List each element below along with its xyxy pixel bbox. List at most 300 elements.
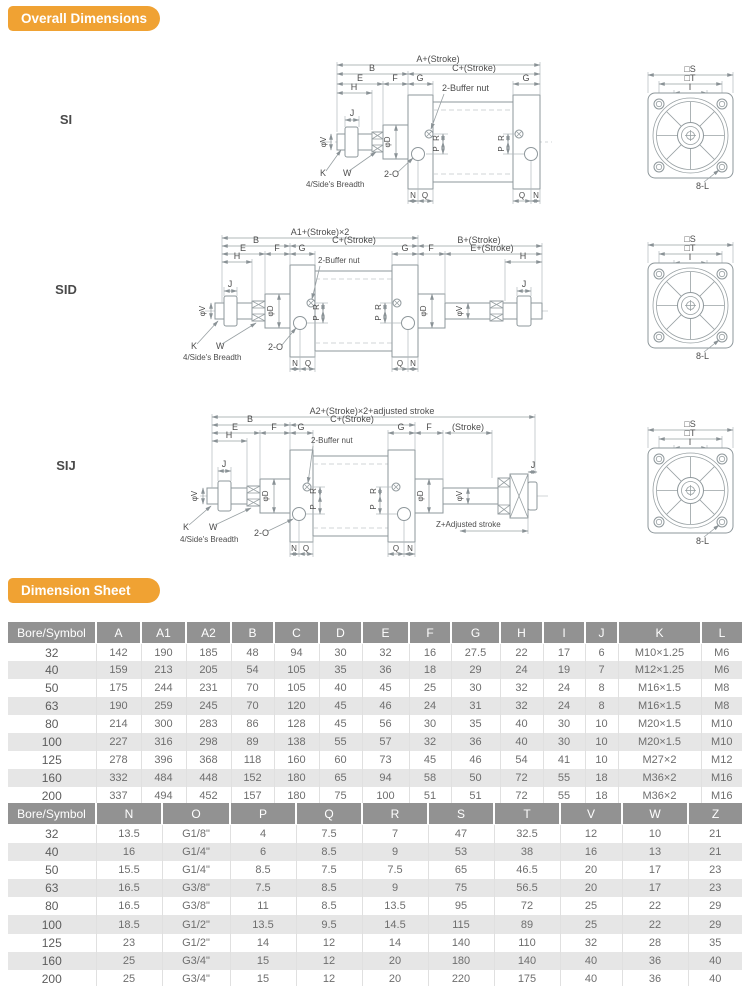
sij-side-view — [180, 406, 548, 557]
dim-label-p: P — [374, 315, 383, 321]
value-cell: 25 — [409, 679, 451, 697]
value-cell: 24 — [543, 679, 585, 697]
column-header: H — [500, 622, 543, 644]
value-cell: 484 — [141, 769, 186, 787]
value-cell: 7.5 — [296, 861, 362, 879]
bore-cell: 40 — [8, 843, 96, 861]
bore-cell: 50 — [8, 679, 96, 697]
value-cell: 36 — [451, 733, 500, 751]
dim-label-j2: J — [530, 460, 536, 470]
value-cell: 6 — [585, 644, 618, 662]
value-cell: 51 — [409, 787, 451, 805]
value-cell: 53 — [428, 843, 494, 861]
dim-label-phi-d: φD — [416, 490, 425, 502]
bore-cell: 80 — [8, 715, 96, 733]
value-cell: 55 — [319, 733, 362, 751]
value-cell: G1/2" — [162, 915, 230, 933]
dim-label-h: H — [225, 430, 233, 440]
value-cell: 36 — [362, 661, 409, 679]
dim-label-phi-d: φD — [266, 305, 275, 317]
value-cell: M10×1.25 — [618, 644, 701, 662]
value-cell: 38 — [494, 843, 560, 861]
value-cell: 10 — [622, 825, 688, 843]
bore-cell: 160 — [8, 769, 96, 787]
value-cell: 41 — [543, 751, 585, 769]
column-header: P — [230, 803, 296, 825]
bore-cell: 80 — [8, 897, 96, 915]
value-cell: 47 — [428, 825, 494, 843]
value-cell: 56.5 — [494, 879, 560, 897]
dim-label-b: B — [246, 414, 254, 424]
column-header: Bore/Symbol — [8, 622, 96, 644]
value-cell: 337 — [96, 787, 141, 805]
value-cell: 30 — [543, 733, 585, 751]
column-header: E — [362, 622, 409, 644]
technical-drawings — [180, 50, 750, 580]
dim-label-phi-v: φV — [455, 305, 464, 317]
column-header: Z — [688, 803, 742, 825]
value-cell: 56 — [362, 715, 409, 733]
value-cell: 23 — [96, 934, 162, 952]
value-cell: 9.5 — [296, 915, 362, 933]
value-cell: 58 — [409, 769, 451, 787]
value-cell: 100 — [362, 787, 409, 805]
dim-label-a: A+(Stroke) — [416, 54, 460, 64]
callout-buffer-nut: 2-Buffer nut — [442, 83, 489, 93]
value-cell: 25 — [96, 952, 162, 970]
value-cell: 24 — [409, 697, 451, 715]
value-cell: 15 — [230, 952, 296, 970]
dim-label-r: R — [369, 488, 378, 494]
value-cell: 16.5 — [96, 897, 162, 915]
model-label-sid: SID — [55, 282, 77, 297]
dim-label-p: P — [432, 146, 441, 152]
value-cell: 18 — [409, 661, 451, 679]
value-cell: 180 — [274, 769, 319, 787]
value-cell: 21 — [709, 827, 722, 840]
model-label-sij: SIJ — [56, 458, 76, 473]
value-cell: 29 — [709, 900, 722, 913]
value-cell: 11 — [230, 897, 296, 915]
value-cell: 25 — [560, 897, 622, 915]
value-cell: 175 — [96, 679, 141, 697]
dim-label-phi-v: φV — [198, 305, 207, 317]
value-cell: 8 — [585, 697, 618, 715]
value-cell: 245 — [186, 697, 231, 715]
table-row — [8, 879, 742, 897]
value-cell: 10 — [585, 733, 618, 751]
value-cell: 51 — [451, 787, 500, 805]
dim-label-phi-d: φD — [261, 490, 270, 502]
value-cell: 259 — [141, 697, 186, 715]
value-cell: 15.5 — [96, 861, 162, 879]
dim-label-phi-d: φD — [383, 136, 392, 148]
value-cell: M16×1.5 — [618, 697, 701, 715]
dim-label-n: N — [410, 359, 416, 368]
value-cell: 160 — [274, 751, 319, 769]
dim-label-b: B — [368, 63, 376, 73]
value-cell: 75 — [319, 787, 362, 805]
value-cell: 231 — [186, 679, 231, 697]
dim-label-z-adjusted: Z+Adjusted stroke — [436, 520, 501, 529]
value-cell: 10 — [585, 715, 618, 733]
value-cell: 24 — [500, 661, 543, 679]
column-header: N — [96, 803, 162, 825]
value-cell: 55 — [543, 787, 585, 805]
table-row — [8, 697, 742, 715]
value-cell: 16 — [409, 644, 451, 662]
value-cell: 13.5 — [362, 897, 428, 915]
value-cell: 180 — [428, 952, 494, 970]
value-cell: 30 — [451, 679, 500, 697]
value-cell: 175 — [494, 970, 560, 986]
value-cell: 94 — [362, 769, 409, 787]
table-row — [8, 934, 742, 952]
value-cell: 213 — [141, 661, 186, 679]
column-header: A2 — [186, 622, 231, 644]
column-header: B — [231, 622, 274, 644]
callout-2o: 2-O — [384, 169, 400, 179]
value-cell: 140 — [428, 934, 494, 952]
dim-label-square-s: □S — [684, 64, 696, 74]
value-cell: 40 — [709, 954, 722, 967]
value-cell: 70 — [231, 679, 274, 697]
callout-buffer-nut: 2-Buffer nut — [311, 436, 353, 445]
value-cell: 31 — [451, 697, 500, 715]
dim-label-g: G — [298, 243, 306, 253]
value-cell: 7.5 — [230, 879, 296, 897]
value-cell: 32.5 — [494, 825, 560, 843]
value-cell: 50 — [451, 769, 500, 787]
table-row — [8, 769, 742, 787]
dim-label-q: Q — [302, 544, 310, 553]
value-cell: 22 — [500, 644, 543, 662]
column-header: R — [362, 803, 428, 825]
dim-label-g2: G — [401, 243, 409, 253]
dim-label-h2: H — [519, 251, 527, 261]
value-cell: 60 — [319, 751, 362, 769]
value-cell: 70 — [231, 697, 274, 715]
value-cell: 94 — [274, 644, 319, 662]
callout-w: W — [343, 168, 352, 178]
value-cell: 73 — [362, 751, 409, 769]
value-cell: 21 — [709, 845, 722, 858]
table-row — [8, 751, 742, 769]
dim-label-j: J — [349, 108, 355, 118]
value-cell: M10 — [711, 718, 733, 730]
dim-label-j: J — [227, 279, 233, 289]
value-cell: 19 — [543, 661, 585, 679]
value-cell: 46.5 — [494, 861, 560, 879]
value-cell: 36 — [622, 970, 688, 986]
value-cell: 35 — [319, 661, 362, 679]
callout-side-breadth: 4/Side's Breadth — [306, 180, 365, 189]
section-title-text: Dimension Sheet — [21, 583, 131, 598]
value-cell: M12×1.25 — [618, 661, 701, 679]
column-header: A — [96, 622, 141, 644]
dim-label-g2: G — [522, 73, 530, 83]
value-cell: 12 — [296, 970, 362, 986]
value-cell: 138 — [274, 733, 319, 751]
value-cell: M6 — [714, 664, 730, 677]
value-cell: 105 — [274, 679, 319, 697]
value-cell: M10 — [711, 735, 733, 748]
value-cell: 32 — [560, 934, 622, 952]
value-cell: 48 — [231, 644, 274, 662]
value-cell: 115 — [428, 915, 494, 933]
column-header: J — [585, 622, 618, 644]
bore-cell: 125 — [8, 751, 96, 769]
dim-label-b: B — [252, 235, 260, 245]
value-cell: 23 — [709, 863, 722, 876]
dim-label-square-t: □T — [684, 73, 696, 83]
value-cell: 40 — [709, 973, 722, 986]
value-cell: 89 — [494, 915, 560, 933]
value-cell: 17 — [622, 879, 688, 897]
callout-side-breadth: 4/Side's Breadth — [180, 535, 239, 544]
table-row — [8, 915, 742, 933]
value-cell: 20 — [362, 970, 428, 986]
dim-label-a2: A2+(Stroke)×2+adjusted stroke — [309, 406, 435, 416]
dim-label-f: F — [271, 422, 277, 432]
value-cell: 220 — [428, 970, 494, 986]
value-cell: 157 — [231, 787, 274, 805]
dim-label-i: I — [688, 82, 692, 92]
column-header: O — [162, 803, 230, 825]
value-cell: 14 — [362, 934, 428, 952]
value-cell: 45 — [409, 751, 451, 769]
value-cell: 46 — [451, 751, 500, 769]
dim-label-f: F — [392, 73, 398, 83]
callout-k: K — [183, 522, 190, 532]
dim-label-phi-v: φV — [319, 136, 328, 148]
value-cell: 8.5 — [296, 897, 362, 915]
sid-side-view — [183, 227, 548, 372]
table-row — [8, 787, 742, 805]
bore-cell: 32 — [8, 825, 96, 843]
column-header: I — [543, 622, 585, 644]
callout-side-breadth: 4/Side's Breadth — [183, 353, 242, 362]
value-cell: 142 — [96, 644, 141, 662]
value-cell: 110 — [494, 934, 560, 952]
callout-8l: 8-L — [696, 181, 710, 191]
value-cell: M16 — [711, 771, 733, 784]
dim-label-g: G — [297, 422, 305, 432]
bore-cell: 63 — [8, 879, 96, 897]
value-cell: M6 — [714, 646, 730, 659]
dim-label-p: P — [497, 146, 506, 152]
value-cell: 30 — [409, 715, 451, 733]
value-cell: 57 — [362, 733, 409, 751]
dim-label-r: R — [312, 304, 321, 310]
value-cell: M12 — [711, 753, 733, 766]
value-cell: 32 — [500, 697, 543, 715]
bore-cell: 200 — [8, 970, 96, 986]
dim-label-c: C+(Stroke) — [452, 63, 496, 73]
value-cell: 24 — [543, 697, 585, 715]
value-cell: 283 — [186, 715, 231, 733]
value-cell: 316 — [141, 733, 186, 751]
value-cell: 332 — [96, 769, 141, 787]
bore-cell: 125 — [8, 934, 96, 952]
value-cell: 8.5 — [296, 843, 362, 861]
value-cell: 32 — [409, 733, 451, 751]
value-cell: M8 — [714, 700, 730, 713]
value-cell: 40 — [560, 952, 622, 970]
value-cell: 72 — [500, 769, 543, 787]
dim-label-n: N — [292, 359, 298, 368]
dim-label-n: N — [410, 191, 416, 200]
dim-label-q: Q — [392, 544, 400, 553]
value-cell: 12 — [560, 825, 622, 843]
value-cell: M36×2 — [618, 787, 701, 805]
value-cell: G1/4" — [162, 843, 230, 861]
value-cell: 18 — [585, 787, 618, 805]
column-header: W — [622, 803, 688, 825]
value-cell: 45 — [319, 697, 362, 715]
value-cell: G1/4" — [162, 861, 230, 879]
column-header: F — [409, 622, 451, 644]
bore-cell: 100 — [8, 733, 96, 751]
dim-label-f2: F — [428, 243, 434, 253]
value-cell: 18.5 — [96, 915, 162, 933]
value-cell: 368 — [186, 751, 231, 769]
table-row — [8, 733, 742, 751]
value-cell: 7 — [585, 661, 618, 679]
dim-label-e: E — [239, 243, 247, 253]
table-row — [8, 970, 742, 986]
dim-label-e: E — [356, 73, 364, 83]
value-cell: 35 — [451, 715, 500, 733]
dim-label-g2: G — [397, 422, 405, 432]
value-cell: 13.5 — [96, 825, 162, 843]
dim-label-stroke: (Stroke) — [451, 422, 485, 432]
dim-label-phi-v: φV — [190, 490, 199, 502]
value-cell: 180 — [274, 787, 319, 805]
value-cell: 25 — [560, 915, 622, 933]
value-cell: 86 — [231, 715, 274, 733]
value-cell: 6 — [230, 843, 296, 861]
value-cell: 9 — [362, 879, 428, 897]
section-title-text: Overall Dimensions — [21, 11, 148, 26]
dim-label-r: R — [309, 488, 318, 494]
value-cell: 494 — [141, 787, 186, 805]
section-title-dimension-sheet — [8, 578, 160, 603]
table-row — [8, 897, 742, 915]
dim-label-b-stroke: B+(Stroke) — [457, 235, 501, 245]
dim-label-c: C+(Stroke) — [330, 414, 374, 424]
value-cell: 190 — [141, 644, 186, 662]
value-cell: G1/8" — [162, 825, 230, 843]
dimension-table-1 — [8, 622, 742, 805]
table-row — [8, 861, 742, 879]
value-cell: 7.5 — [362, 861, 428, 879]
value-cell: 105 — [274, 661, 319, 679]
column-header: C — [274, 622, 319, 644]
dim-label-c: C+(Stroke) — [332, 235, 376, 245]
table-row — [8, 644, 742, 662]
end-view — [648, 64, 733, 191]
value-cell: 32 — [362, 644, 409, 662]
column-header: D — [319, 622, 362, 644]
value-cell: 10 — [585, 751, 618, 769]
value-cell: 20 — [560, 861, 622, 879]
dim-label-q: Q — [396, 359, 404, 368]
dim-label-n: N — [533, 191, 539, 200]
column-header: V — [560, 803, 622, 825]
value-cell: G1/2" — [162, 934, 230, 952]
value-cell: 23 — [709, 882, 722, 895]
value-cell: 244 — [141, 679, 186, 697]
callout-k: K — [191, 341, 198, 351]
dim-label-p: P — [312, 315, 321, 321]
table-row — [8, 825, 742, 843]
value-cell: 16 — [96, 843, 162, 861]
value-cell: 205 — [186, 661, 231, 679]
value-cell: 27.5 — [451, 644, 500, 662]
dimension-table-2 — [8, 803, 742, 986]
value-cell: 36 — [622, 952, 688, 970]
value-cell: 25 — [96, 970, 162, 986]
value-cell: 54 — [500, 751, 543, 769]
value-cell: 159 — [96, 661, 141, 679]
value-cell: 30 — [319, 644, 362, 662]
value-cell: G3/8" — [162, 897, 230, 915]
table-row — [8, 843, 742, 861]
value-cell: 298 — [186, 733, 231, 751]
value-cell: 65 — [428, 861, 494, 879]
callout-buffer-nut: 2-Buffer nut — [318, 256, 360, 265]
dim-label-f: F — [274, 243, 280, 253]
value-cell: 128 — [274, 715, 319, 733]
value-cell: 29 — [451, 661, 500, 679]
value-cell: 45 — [362, 679, 409, 697]
dim-label-f2: F — [426, 422, 432, 432]
value-cell: 4 — [230, 825, 296, 843]
dim-label-r: R — [497, 135, 506, 141]
bore-cell: 63 — [8, 697, 96, 715]
model-label-si: SI — [59, 112, 73, 127]
bore-cell: 160 — [8, 952, 96, 970]
value-cell: M16 — [711, 789, 733, 802]
value-cell: 152 — [231, 769, 274, 787]
value-cell: M20×1.5 — [618, 715, 701, 733]
bore-cell: 32 — [8, 644, 96, 662]
dim-label-j: J — [221, 459, 227, 469]
bore-cell: 50 — [8, 861, 96, 879]
value-cell: 8 — [585, 679, 618, 697]
value-cell: 448 — [186, 769, 231, 787]
table-row — [8, 952, 742, 970]
callout-k: K — [320, 168, 327, 178]
value-cell: M8 — [714, 682, 730, 695]
dim-label-a1: A1+(Stroke)×2 — [290, 227, 350, 237]
value-cell: 118 — [231, 751, 274, 769]
value-cell: 55 — [543, 769, 585, 787]
value-cell: 214 — [96, 715, 141, 733]
value-cell: 30 — [543, 715, 585, 733]
column-header: Q — [296, 803, 362, 825]
value-cell: G3/4" — [162, 970, 230, 986]
value-cell: 40 — [500, 733, 543, 751]
value-cell: 185 — [186, 644, 231, 662]
dim-label-p: P — [309, 504, 318, 510]
value-cell: 452 — [186, 787, 231, 805]
value-cell: 15 — [230, 970, 296, 986]
value-cell: 7 — [362, 825, 428, 843]
value-cell: 20 — [560, 879, 622, 897]
dim-label-n: N — [291, 544, 297, 553]
